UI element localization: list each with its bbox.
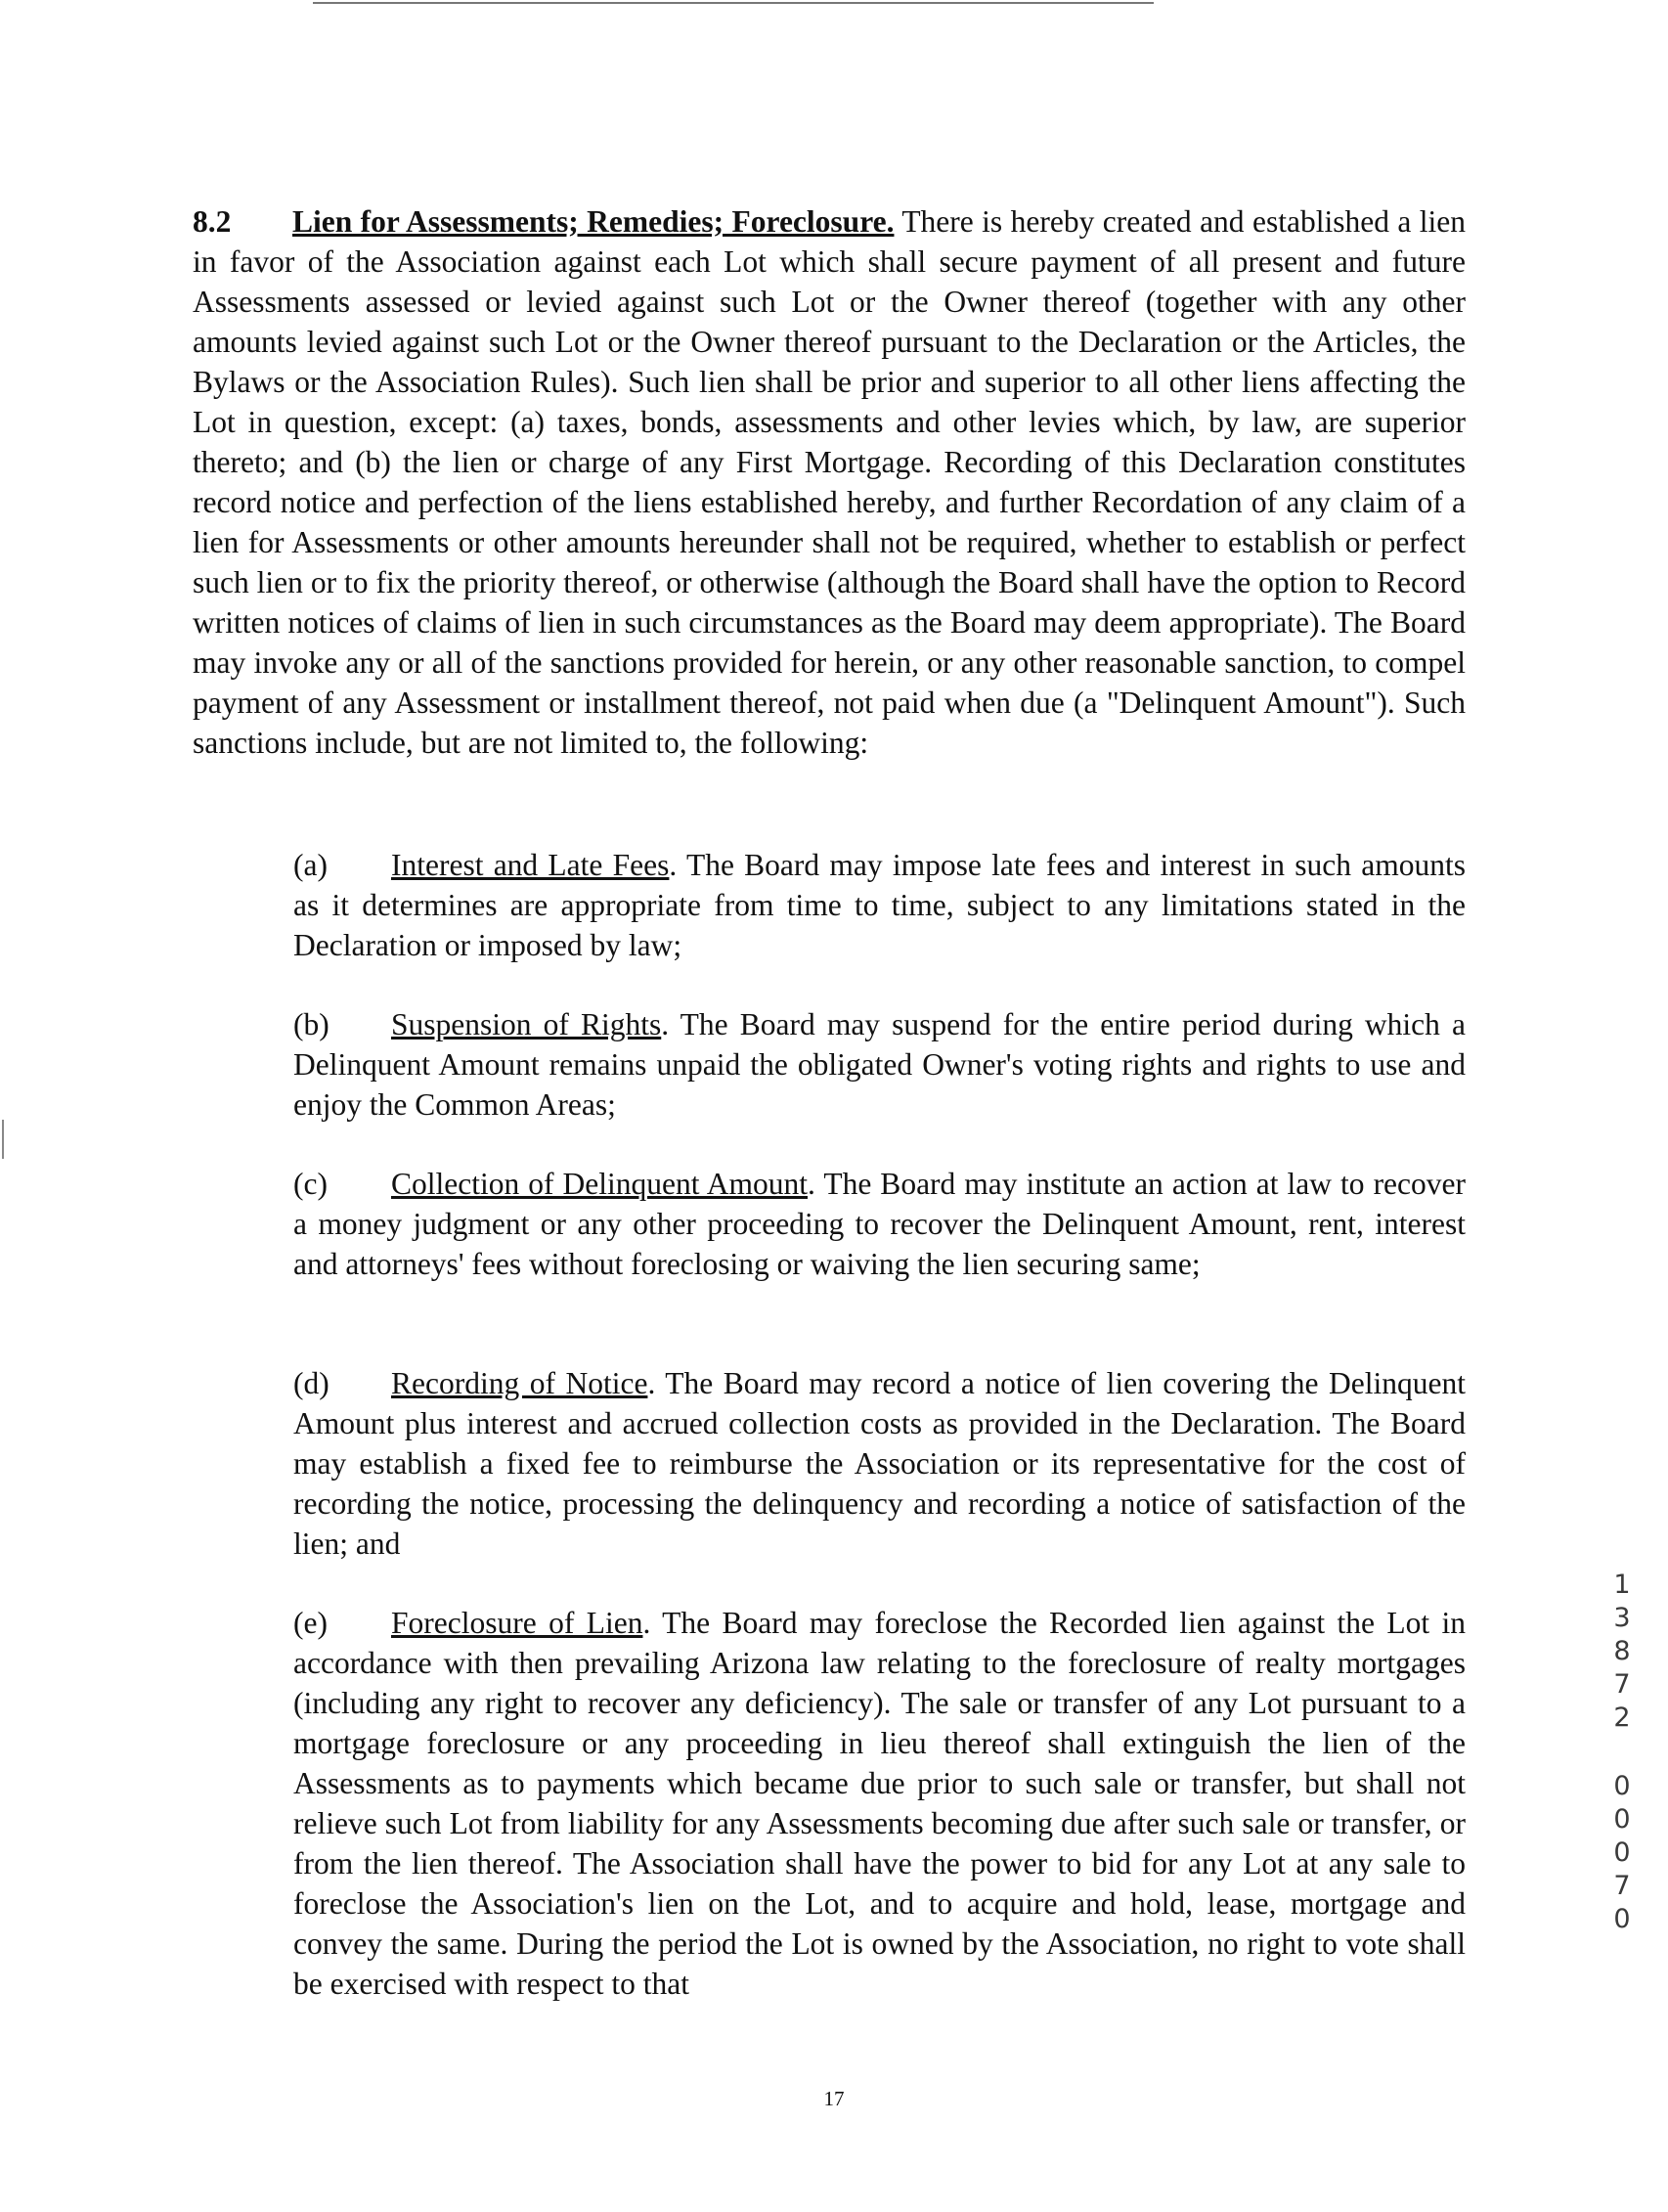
stamp-digit: 7 (1613, 1669, 1631, 1700)
subsection-heading: Foreclosure of Lien (391, 1606, 643, 1640)
subsection-label: (c) (293, 1167, 328, 1201)
section-body: There is hereby created and established a lien in favor of the Association against each Lot which shall secure payment of all present and future Assessments assessed or levied against such Lot or the Owner thereof (together with any other amounts levied against such Lot or the Owner thereof pursuant to the Declaration or the Articles, the Bylaws or the Association Rules). Such lien shall be prior and superior to all other liens affecting the Lot in question, except: (a) taxes, bonds, assessments and other levies which, by law, are superior thereto; and (b) the lien or charge of any First Mortgage. Recording of this Declaration constitutes record notice and perfection of the liens established hereby, and further Recordation of any claim of a lien for Assessments or other amounts hereunder shall not be required, whether to establish or perfect such lien or to fix the priority thereof, or otherwise (although the Board shall have the option to Record written notices of claims of lien in such circumstances as the Board may deem appropriate). The Board may invoke any or all of the sanctions provided for herein, or any other reasonable sanction, to compel payment of any Assessment or installment thereof, not paid when due (a "Delinquent Amount"). Such sanctions include, but are not limited to, the following: (193, 204, 1466, 760)
stamp-digit: 2 (1613, 1703, 1631, 1733)
stamp-digit: 7 (1613, 1871, 1631, 1901)
stamp-gap (1607, 1735, 1637, 1770)
subsection-label: (b) (293, 1007, 329, 1041)
subsection-body: . The Board may record a notice of lien covering the Delinquent Amount plus interest and accrued collection costs as provided in the Declaration. The Board may establish a fixed fee to reimburse the Association or its representative for the cost of recording the notice, processing the delinquency and recording a notice of satisfaction of the lien; and (293, 1366, 1466, 1561)
subsection-body: . The Board may suspend for the entire period during which a Delinquent Amount remains unpaid the obligated Owner's voting rights and rights to use and enjoy the Common Areas; (293, 1007, 1466, 1122)
stamp-digit: 0 (1613, 1804, 1631, 1835)
stamp-digit: 8 (1613, 1636, 1631, 1666)
stamp-digit: 0 (1613, 1771, 1631, 1801)
recording-stamp (1607, 1569, 1637, 1936)
section-number: 8.2 (193, 204, 232, 239)
subsection-heading: Recording of Notice (391, 1366, 648, 1400)
stamp-digit: 1 (1613, 1570, 1631, 1600)
subsection-body: . The Board may foreclose the Recorded lien against the Lot in accordance with then prevailing Arizona law relating to the foreclosure of realty mortgages (including any right to recover any deficiency). The sale or transfer of any Lot pursuant to a mortgage foreclosure or any proceeding in lieu thereof shall extinguish the lien of the Assessments as to payments which became due prior to such sale or transfer, but shall not relieve such Lot from liability for any Assessments becoming due after such sale or transfer, or from the lien thereof. The Association shall have the power to bid for any Lot at any sale to foreclose the Association's lien on the Lot, and to acquire and hold, lease, mortgage and convey the same. During the period the Lot is owned by the Association, no right to vote shall be exercised with respect to that (293, 1606, 1466, 2001)
section-8-2-paragraph (193, 201, 1466, 763)
subsection-body: . The Board may impose late fees and interest in such amounts as it determines are appropriate from time to time, subject to any limitations stated in the Declaration or imposed by law; (293, 848, 1466, 962)
section-title: Lien for Assessments; Remedies; Foreclosure. (292, 204, 895, 239)
page-number: 17 (823, 2087, 845, 2110)
subsection-heading: Interest and Late Fees (391, 848, 670, 882)
stamp-digit: 3 (1613, 1603, 1631, 1633)
subsection-heading: Suspension of Rights (391, 1007, 662, 1041)
subsection-b (293, 1004, 1466, 1125)
subsection-label: (a) (293, 848, 328, 882)
subsection-heading: Collection of Delinquent Amount (391, 1167, 808, 1201)
subsection-c (293, 1164, 1466, 1284)
stamp-digit: 0 (1613, 1904, 1631, 1934)
subsection-label: (e) (293, 1606, 328, 1640)
subsection-a (293, 845, 1466, 965)
subsection-label: (d) (293, 1366, 329, 1400)
subsection-d (293, 1363, 1466, 1564)
subsection-e (293, 1603, 1466, 2004)
stamp-digit: 0 (1613, 1837, 1631, 1868)
subsection-body: . The Board may institute an action at law to recover a money judgment or any other proceeding to recover the Delinquent Amount, rent, interest and attorneys' fees without foreclosing or waiving the lien securing same; (293, 1167, 1466, 1281)
